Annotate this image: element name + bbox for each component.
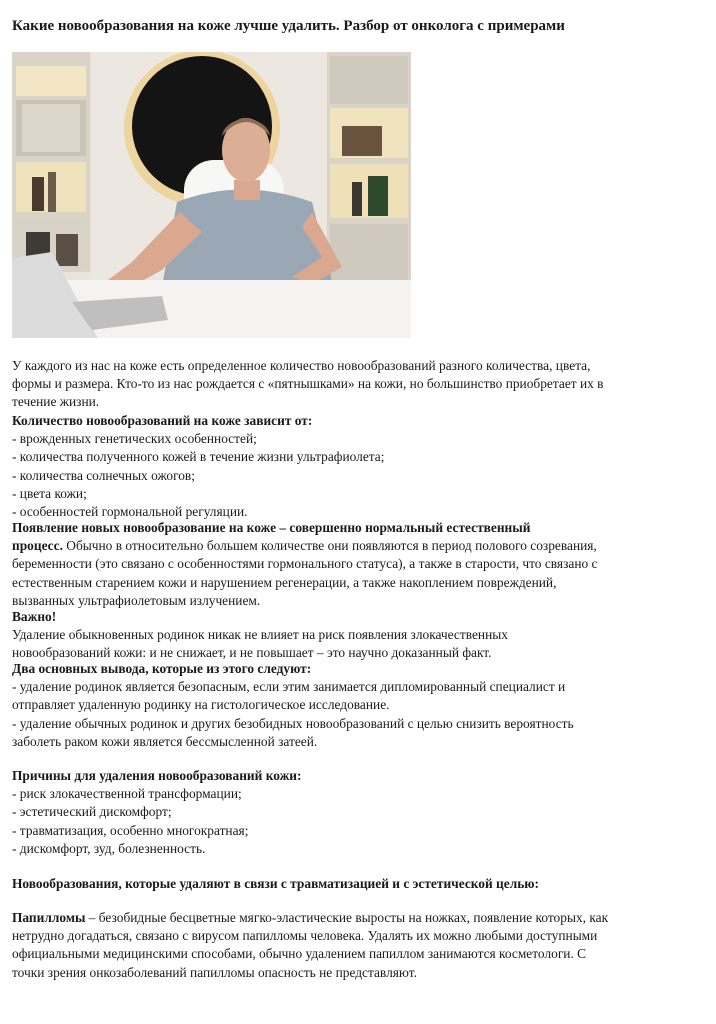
factor-item: - особенностей гормональной регуляции. xyxy=(12,504,248,520)
appearance-line: процесс. Обычно в относительно большем количестве они появляются в период полового созревания, xyxy=(12,538,597,554)
appearance-line: вызванных ультрафиолетовым излучением. xyxy=(12,592,261,608)
doctor-at-laptop-illustration xyxy=(12,52,411,338)
article-photo xyxy=(12,52,411,338)
intro-line: У каждого из нас на коже есть определенное количество новообразований разного количества, цвета, xyxy=(12,358,591,373)
important-section xyxy=(12,608,508,663)
conclusion-line: отправляет удаленную родинку на гистологическое исследование. xyxy=(12,697,390,713)
factors-heading: Количество новообразований на коже зависит от: xyxy=(12,413,313,428)
factor-item: - количества полученного кожей в течение жизни ультрафиолета; xyxy=(12,449,385,465)
appearance-line: естественным старением кожи и нарушением регенерации, а также накоплением повреждений, xyxy=(12,574,557,590)
intro-line: течение жизни. xyxy=(12,394,100,410)
reason-item: - эстетический дискомфорт; xyxy=(12,804,172,820)
factors-section xyxy=(12,412,384,521)
reason-item: - риск злокачественной трансформации; xyxy=(12,786,242,802)
reasons-section xyxy=(12,767,301,858)
appearance-paragraph xyxy=(12,519,597,610)
conclusion-line: заболеть раком кожи является бессмысленной затеей. xyxy=(12,733,318,749)
conclusion-line: - удаление родинок является безопасным, если этим занимается дипломированный специалист и xyxy=(12,679,566,695)
reasons-heading: Причины для удаления новообразований кожи: xyxy=(12,768,302,783)
papilloma-line: точки зрения онкозаболеваний папилломы опасность не представляют. xyxy=(12,964,417,980)
important-line: Удаление обыкновенных родинок никак не влияет на риск появления злокачественных xyxy=(12,627,508,643)
appearance-heading: Появление новых новообразование на коже – совершенно нормальный естественный xyxy=(12,520,531,535)
factor-item: - цвета кожи; xyxy=(12,485,87,501)
important-line: новообразований кожи: и не снижает, и не повышает – это научно доказанный факт. xyxy=(12,645,492,661)
article-title: Какие новообразования на коже лучше удалить. Разбор от онколога с примерами xyxy=(12,18,565,34)
reason-item: - дискомфорт, зуд, болезненность. xyxy=(12,840,206,856)
important-heading: Важно! xyxy=(12,609,57,624)
factor-item: - количества солнечных ожогов; xyxy=(12,467,195,483)
papilloma-paragraph xyxy=(12,909,608,982)
papilloma-line: официальными медицинскими способами, обычно удалением папиллом занимаются косметологи. С xyxy=(12,946,587,962)
conclusion-line: - удаление обычных родинок и других безобидных новообразований с целью снизить вероятность xyxy=(12,715,574,731)
papilloma-line: Папилломы – безобидные бесцветные мягко-эластические выросты на ножках, появление которых, как xyxy=(12,910,609,925)
intro-paragraph xyxy=(12,357,604,412)
conclusions-section xyxy=(12,660,574,751)
trauma-heading: Новообразования, которые удаляют в связи с травматизацией и с эстетической целью: xyxy=(12,876,539,891)
conclusions-heading: Два основных вывода, которые из этого следуют: xyxy=(12,661,312,676)
factor-item: - врожденных генетических особенностей; xyxy=(12,431,257,447)
intro-line: формы и размера. Кто-то из нас рождается с «пятнышками» на кожи, но большинство приобретает их в xyxy=(12,376,604,392)
appearance-line: беременности (это связано с особенностями гормонального статуса), а также в старости, что связано с xyxy=(12,556,598,572)
reason-item: - травматизация, особенно многократная; xyxy=(12,822,249,838)
papilloma-term: Папилломы xyxy=(12,910,86,925)
papilloma-line: нетрудно догадаться, связано с вирусом папилломы человека. Удалять их можно любыми доступными xyxy=(12,928,598,944)
